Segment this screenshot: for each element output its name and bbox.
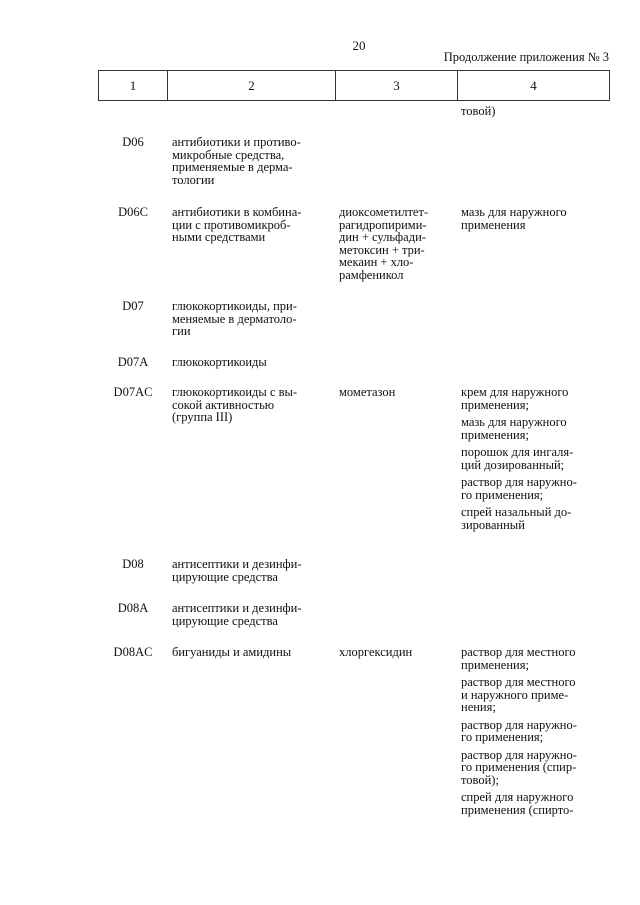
column-header-3: 3 <box>336 71 458 101</box>
atc-code: D07A <box>117 355 149 369</box>
atc-code: D07 <box>122 299 144 313</box>
drug-name: мометазон <box>339 385 396 399</box>
atc-code: D07AC <box>113 385 153 399</box>
dosage-forms <box>461 206 611 236</box>
anatomical-group: бигуаниды и амидины <box>172 645 292 659</box>
dosage-form: раствор для местного применения; <box>461 645 576 672</box>
atc-code: D08AC <box>113 645 153 659</box>
dosage-form: раствор для наружно- го применения; <box>461 717 577 744</box>
appendix-note: Продолжение приложения № 3 <box>443 50 609 64</box>
atc-code: D06C <box>118 205 148 219</box>
dosage-form: мазь для наружного применения <box>461 205 567 232</box>
dosage-form: спрей назальный до- зированный <box>461 505 572 532</box>
dosage-form: раствор для наружно- го применения; <box>461 475 577 502</box>
dosage-form: порошок для ингаля- ций дозированный; <box>461 445 574 472</box>
atc-code: D08A <box>117 601 149 615</box>
dosage-forms <box>461 386 611 536</box>
dosage-form: крем для наружного применения; <box>461 385 569 412</box>
dosage-form: раствор для наружно- го применения (спир- товой); <box>461 747 577 787</box>
atc-code: D06 <box>122 135 144 149</box>
page-number: 20 <box>352 38 366 53</box>
atc-code: D08 <box>122 557 144 571</box>
dosage-form: спрей для наружного применения (спирто- <box>461 790 574 817</box>
drug-name: диоксометилтет- рагидропирими- дин + сульфади- метоксин + три- мекаин + хло- рамфеникол <box>339 205 429 282</box>
anatomical-group: антисептики и дезинфи- цирующие средства <box>172 601 302 628</box>
dosage-form: мазь для наружного применения; <box>461 415 567 442</box>
table-header <box>98 70 610 101</box>
continuation-text: товой) <box>461 104 496 118</box>
dosage-forms <box>461 646 611 821</box>
anatomical-group: антибиотики в комбина- ции с противомикроб- ными средствами <box>172 205 302 244</box>
drug-name: хлоргексидин <box>339 645 413 659</box>
anatomical-group: глюкокортикоиды, при- меняемые в дерматоло- гии <box>172 299 297 338</box>
anatomical-group: антибиотики и противо- микробные средства, применяемые в дерма- тологии <box>172 135 301 187</box>
anatomical-group: глюкокортикоиды <box>172 355 267 369</box>
column-header-1: 1 <box>99 71 168 101</box>
column-header-4: 4 <box>458 71 610 101</box>
anatomical-group: глюкокортикоиды с вы- сокой активностью (группа III) <box>172 385 298 424</box>
column-header-2: 2 <box>168 71 336 101</box>
dosage-form: раствор для местного и наружного приме- нения; <box>461 675 576 714</box>
anatomical-group: антисептики и дезинфи- цирующие средства <box>172 557 302 584</box>
